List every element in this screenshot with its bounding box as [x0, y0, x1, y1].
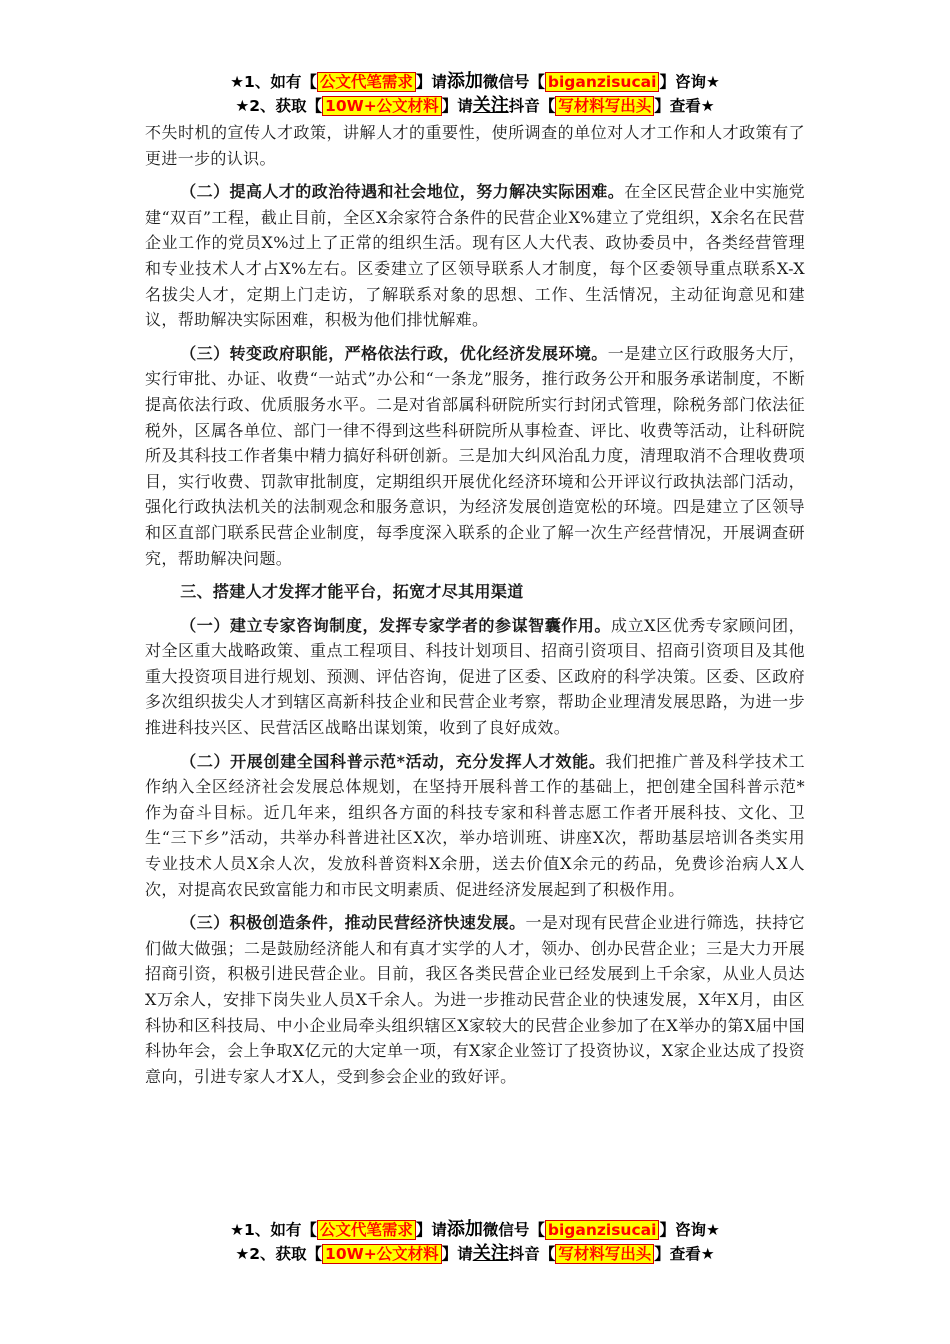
- promo-text: 】查看★: [654, 97, 715, 115]
- paragraph-continued: [145, 120, 805, 171]
- promo-text: 】咨询★: [659, 1221, 720, 1239]
- promo-highlight: 写材料写出头: [555, 1244, 654, 1264]
- paragraph-text: 一是建立区行政服务大厅，实行审批、办证、收费“一站式”办公和“一条龙”服务，推行政务公开和服务承诺制度，不断提高依法行政、优质服务水平。二是对省部属科研院所实行封闭式管理，除税务部门依法征税外，区属各单位、部门一律不得到这些科研院所从事检查、评比、收费等活动，让科研院所及其科技工作者集中精力搞好科研创新。三是加大纠风治乱力度，清理取消不合理收费项目，实行收费、罚款审批制度，定期组织开展优化经济环境和公开评议行政执法部门活动，强化行政执法机关的法制观念和服务意识，为经济发展创造宽松的环境。四是建立了区领导和区直部门联系民营企业制度，每季度深入联系的企业了解一次生产经营情况，开展调查研究，帮助解决问题。: [145, 343, 805, 568]
- paragraph: [145, 341, 805, 571]
- promo-text: ★2、获取【: [235, 1245, 323, 1263]
- paragraph: [145, 613, 805, 741]
- promo-text: 抖音【: [508, 97, 556, 115]
- paragraph: [145, 749, 805, 903]
- paragraph-heading: （三）转变政府职能，严格依法行政，优化经济发展环境。: [180, 343, 608, 363]
- paragraph-text: 我们把推广普及科学技术工作纳入全区经济社会发展总体规划，在坚持开展科普工作的基础上，把创建全国科普示范*作为奋斗目标。近几年来，组织各方面的科技专家和科普志愿工作者开展科技、文化、卫生“三下乡”活动，共举办科普进社区X次，举办培训班、讲座X次，帮助基层培训各类实用专业技术人员X余人次，发放科普资料X余册，送去价值X余元的药品，免费诊治病人X人次，对提高农民致富能力和市民文明素质、促进经济发展起到了积极作用。: [145, 751, 805, 899]
- paragraph-text: 不失时机的宣传人才政策，讲解人才的重要性，使所调查的单位对人才工作和人才政策有了更进一步的认识。: [145, 123, 805, 168]
- promo-emphasis: 关注: [472, 95, 509, 116]
- promo-text: ★2、获取【: [235, 97, 323, 115]
- paragraph-heading: （二）提高人才的政治待遇和社会地位，努力解决实际困难。: [180, 182, 625, 202]
- promo-text: 】请: [415, 73, 447, 91]
- paragraph-text: 在全区民营企业中实施党建“双百”工程，截止目前，全区X余家符合条件的民营企业X%建立了党组织，X余名在民营企业工作的党员X%过上了正常的组织生活。现有区人大代表、政协委员中，各类经营管理和专业技术人才占X%左右。区委建立了区领导联系人才制度，每个区委领导重点联系X-X名拔尖人才，定期上门走访，了解联系对象的思想、工作、生活情况，主动征询意见和建议，帮助解决实际困难，积极为他们排忧解难。: [145, 182, 805, 330]
- promo-text: 】请: [415, 1221, 447, 1239]
- promo-text: 】咨询★: [659, 73, 720, 91]
- promo-highlight: 公文代笔需求: [317, 1220, 416, 1240]
- promo-highlight: biganzisucai: [545, 1220, 660, 1240]
- promo-highlight: 公文代笔需求: [317, 72, 416, 92]
- promo-highlight: 10W+公文材料: [322, 96, 442, 116]
- promo-line-bottom-2: [0, 1242, 950, 1266]
- promo-text: 抖音【: [508, 1245, 556, 1263]
- paragraph-text: 成立X区优秀专家顾问团，对全区重大战略政策、重点工程项目、科技计划项目、招商引资项目、招商引资项目及其他重大投资项目进行规划、预测、评估咨询，促进了区委、区政府的科学决策。区委、区政府多次组织拔尖人才到辖区高新科技企业和民营企业考察，帮助企业理清发展思路，为进一步推进科技兴区、民营活区战略出谋划策，收到了良好成效。: [145, 615, 806, 738]
- paragraph-heading: （一）建立专家咨询制度，发挥专家学者的参谋智囊作用。: [180, 615, 611, 635]
- promo-text: 微信号【: [482, 73, 545, 91]
- promo-highlight: 10W+公文材料: [322, 1244, 442, 1264]
- promo-text: 微信号【: [482, 1221, 545, 1239]
- promo-text: 】查看★: [654, 1245, 715, 1263]
- promo-line-bottom-1: [0, 1218, 950, 1242]
- paragraph: [145, 910, 805, 1089]
- paragraph-heading: （二）开展创建全国科普示范*活动，充分发挥人才效能。: [180, 751, 606, 771]
- promo-text: 】请: [441, 1245, 473, 1263]
- section-heading-text: 三、搭建人才发挥才能平台，拓宽才尽其用渠道: [180, 582, 524, 602]
- section-heading: [145, 579, 805, 605]
- paragraph: [145, 179, 805, 333]
- promo-text: 】请: [441, 97, 473, 115]
- document-body: [145, 120, 805, 1097]
- promo-text: ★1、如有【: [230, 1221, 317, 1239]
- promo-highlight: biganzisucai: [545, 72, 660, 92]
- promo-emphasis: 添加: [446, 1219, 483, 1240]
- promo-emphasis: 添加: [446, 71, 483, 92]
- promo-text: ★1、如有【: [230, 73, 317, 91]
- paragraph-heading: （三）积极创造条件，推动民营经济快速发展。: [180, 913, 526, 933]
- paragraph-text: 一是对现有民营企业进行筛选，扶持它们做大做强；二是鼓励经济能人和有真才实学的人才，领办、创办民营企业；三是大力开展招商引资，积极引进民营企业。目前，我区各类民营企业已经发展到上千余家，从业人员达X万余人，安排下岗失业人员X千余人。为进一步推动民营企业的快速发展，X年X月，由区科协和区科技局、中小企业局牵头组织辖区X家较大的民营企业参加了在X举办的第X届中国科协年会，会上争取X亿元的大定单一项，有X家企业签订了投资协议，X家企业达成了投资意向，引进专家人才X人，受到参会企业的致好评。: [145, 913, 805, 1086]
- promo-emphasis: 关注: [472, 1243, 509, 1264]
- promo-line-top-1: [0, 70, 950, 94]
- promo-highlight: 写材料写出头: [555, 96, 654, 116]
- promo-line-top-2: [0, 94, 950, 118]
